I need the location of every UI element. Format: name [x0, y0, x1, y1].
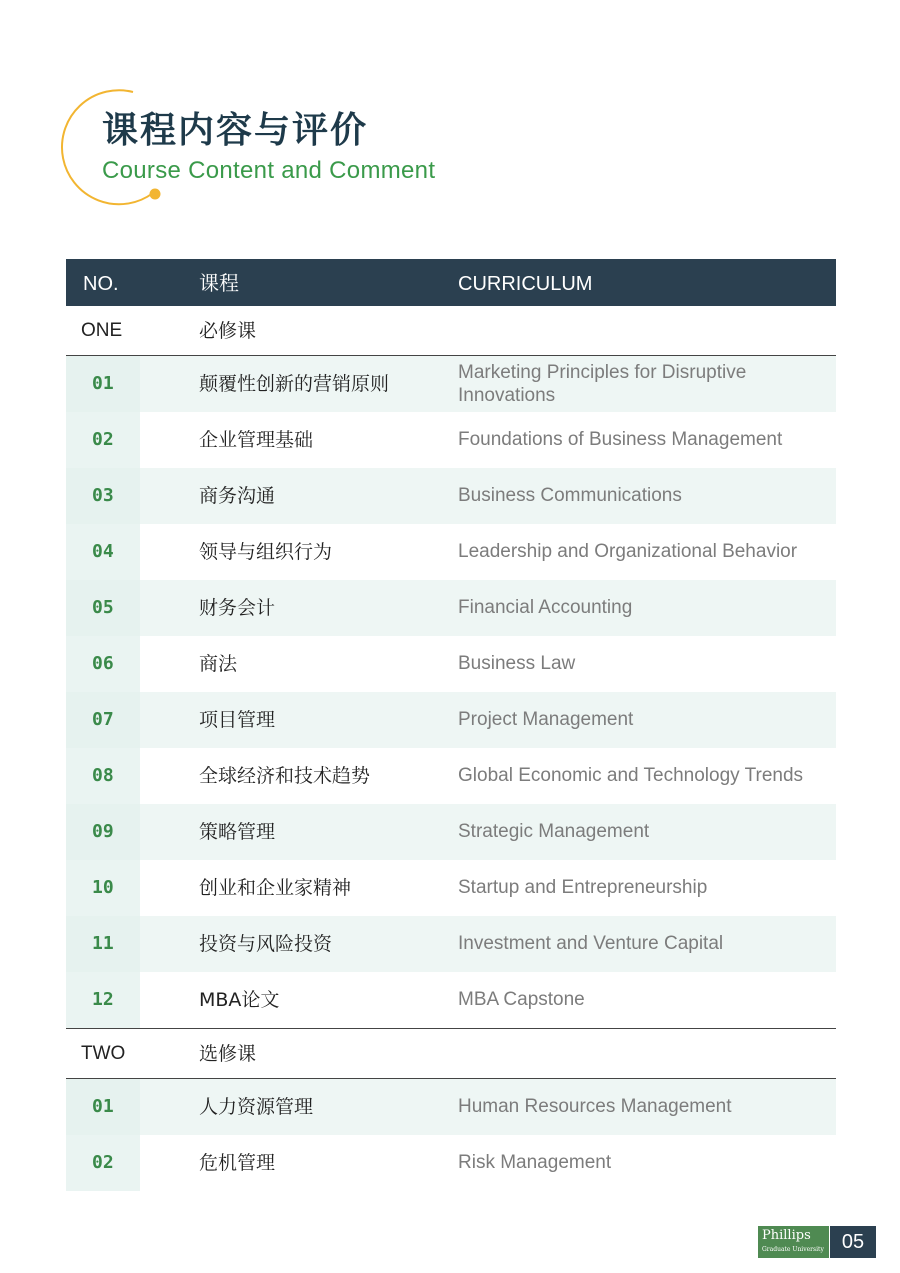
table-row: [66, 1135, 836, 1191]
table-row: [66, 412, 836, 468]
course-number: 01: [92, 1096, 114, 1117]
course-name-cn: 颠覆性创新的营销原则: [199, 373, 390, 395]
course-number: 02: [92, 1152, 114, 1173]
table-body: [66, 306, 836, 1191]
table-row: [66, 356, 836, 412]
course-name-en: Financial Accounting: [458, 597, 633, 618]
course-number: 09: [92, 821, 114, 842]
course-name-en: Global Economic and Technology Trends: [458, 765, 804, 786]
course-number: 08: [92, 765, 114, 786]
course-name-cn: 创业和企业家精神: [199, 877, 352, 899]
column-header-curriculum: CURRICULUM: [458, 273, 593, 295]
table-row: [66, 580, 836, 636]
course-name-en: Project Management: [458, 709, 634, 730]
section-header: [66, 1029, 836, 1078]
course-number: 02: [92, 429, 114, 450]
decorative-dot: [150, 189, 161, 200]
section-title: 必修课: [199, 320, 257, 342]
course-number: 07: [92, 709, 114, 730]
course-name-cn: 策略管理: [199, 821, 276, 843]
logo-subtitle: Graduate University: [762, 1246, 824, 1253]
course-name-en: Strategic Management: [458, 821, 650, 842]
course-table: [66, 259, 836, 1191]
section-label: TWO: [81, 1043, 126, 1064]
course-name-en: Business Communications: [458, 485, 682, 506]
table-row: [66, 1079, 836, 1135]
course-name-cn: 企业管理基础: [199, 429, 314, 451]
page-number: 05: [830, 1226, 876, 1258]
course-name-en: Business Law: [458, 653, 576, 674]
section-label: ONE: [81, 320, 123, 341]
course-number: 10: [92, 877, 114, 898]
table-row: [66, 692, 836, 748]
course-name-cn: 全球经济和技术趋势: [199, 765, 371, 787]
course-name-en: Startup and Entrepreneurship: [458, 877, 708, 898]
course-name-en: Investment and Venture Capital: [458, 933, 724, 954]
course-name-en: Human Resources Management: [458, 1096, 732, 1117]
course-name-cn: 投资与风险投资: [199, 933, 333, 955]
course-number: 04: [92, 541, 114, 562]
university-logo: [758, 1226, 829, 1258]
course-name-en: Risk Management: [458, 1152, 612, 1173]
course-number: 01: [92, 373, 114, 394]
table-row: [66, 860, 836, 916]
section-header: [66, 306, 836, 355]
section-title: 选修课: [199, 1043, 257, 1065]
course-number: 03: [92, 485, 114, 506]
course-name-cn: 危机管理: [199, 1152, 276, 1174]
table-row: [66, 636, 836, 692]
table-row: [66, 524, 836, 580]
course-name-en: Marketing Principles for Disruptive Innovations: [458, 362, 747, 406]
course-name-cn: 财务会计: [199, 597, 276, 619]
table-row: [66, 916, 836, 972]
course-name-en: Foundations of Business Management: [458, 429, 783, 450]
course-number: 05: [92, 597, 114, 618]
course-number: 11: [92, 933, 114, 954]
page-title: 课程内容与评价: [102, 110, 369, 151]
table-row: [66, 804, 836, 860]
course-name-cn: 项目管理: [199, 709, 276, 731]
page-footer: [758, 1226, 876, 1258]
course-name-cn: 商法: [199, 653, 238, 675]
logo-name: Phillips: [762, 1228, 811, 1243]
page-subtitle: Course Content and Comment: [102, 157, 436, 184]
table-row: [66, 748, 836, 804]
table-header: [66, 259, 836, 306]
course-number: 12: [92, 989, 114, 1010]
course-name-cn: 人力资源管理: [199, 1096, 314, 1118]
column-header-course: 课程: [199, 273, 239, 295]
course-name-en: MBA Capstone: [458, 989, 585, 1010]
course-name-en: Leadership and Organizational Behavior: [458, 541, 798, 562]
course-number: 06: [92, 653, 114, 674]
page-header: [0, 0, 900, 230]
column-header-no: NO.: [83, 273, 119, 295]
table-row: [66, 468, 836, 524]
course-name-cn: 领导与组织行为: [199, 541, 333, 563]
course-name-cn: MBA论文: [199, 989, 280, 1011]
table-row: [66, 972, 836, 1028]
course-name-cn: 商务沟通: [199, 485, 276, 507]
